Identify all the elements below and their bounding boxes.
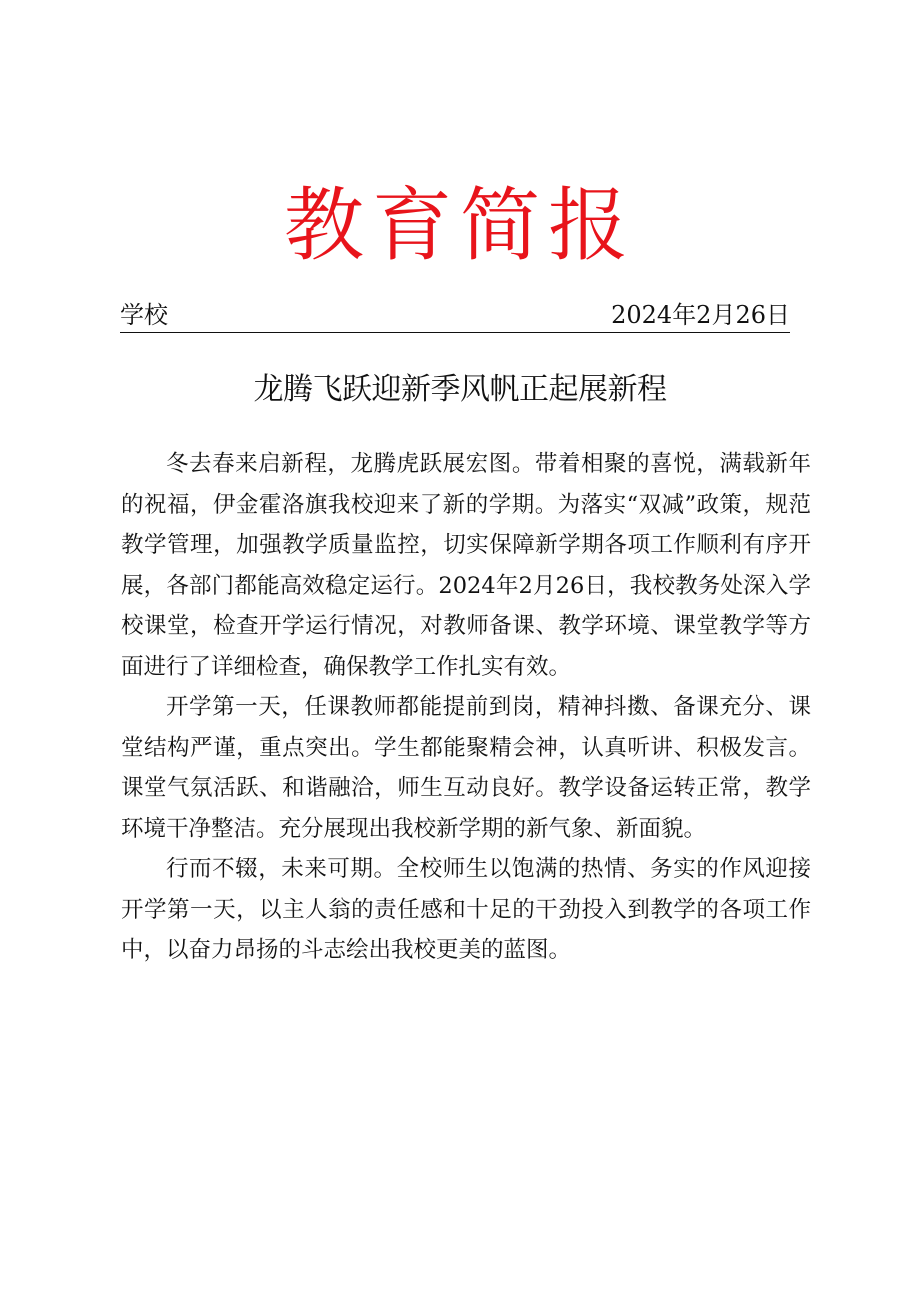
paragraph-3: 行而不辍，未来可期。全校师生以饱满的热情、务实的作风迎接开学第一天，以主人翁的责任感和十足的干劲投入到教学的各项工作中，以奋力昂扬的斗志绘出我校更美的蓝图。 [121, 856, 811, 963]
article-body [121, 444, 811, 971]
article-headline: 龙腾飞跃迎新季风帆正起展新程 [253, 372, 667, 407]
masthead-title: 教育简报 [284, 179, 636, 272]
info-line [120, 298, 790, 333]
issue-date: 2024年2月26日 [611, 301, 790, 329]
paragraph-1: 冬去春来启新程，龙腾虎跃展宏图。带着相聚的喜悦，满载新年的祝福，伊金霍洛旗我校迎来了新的学期。为落实“双减”政策，规范教学管理，加强教学质量监控，切实保障新学期各项工作顺利有序开展，各部门都能高效稳定运行。2024年2月26日，我校教务处深入学校课堂，检查开学运行情况，对教师备课、教学环境、课堂教学等方面进行了详细检查，确保教学工作扎实有效。 [121, 451, 811, 680]
school-label: 学校 [120, 301, 168, 329]
paragraph-2: 开学第一天，任课教师都能提前到岗，精神抖擞、备课充分、课堂结构严谨，重点突出。学生都能聚精会神，认真听讲、积极发言。课堂气氛活跃、和谐融洽，师生互动良好。教学设备运转正常，教学环境干净整洁。充分展现出我校新学期的新气象、新面貌。 [121, 694, 811, 842]
